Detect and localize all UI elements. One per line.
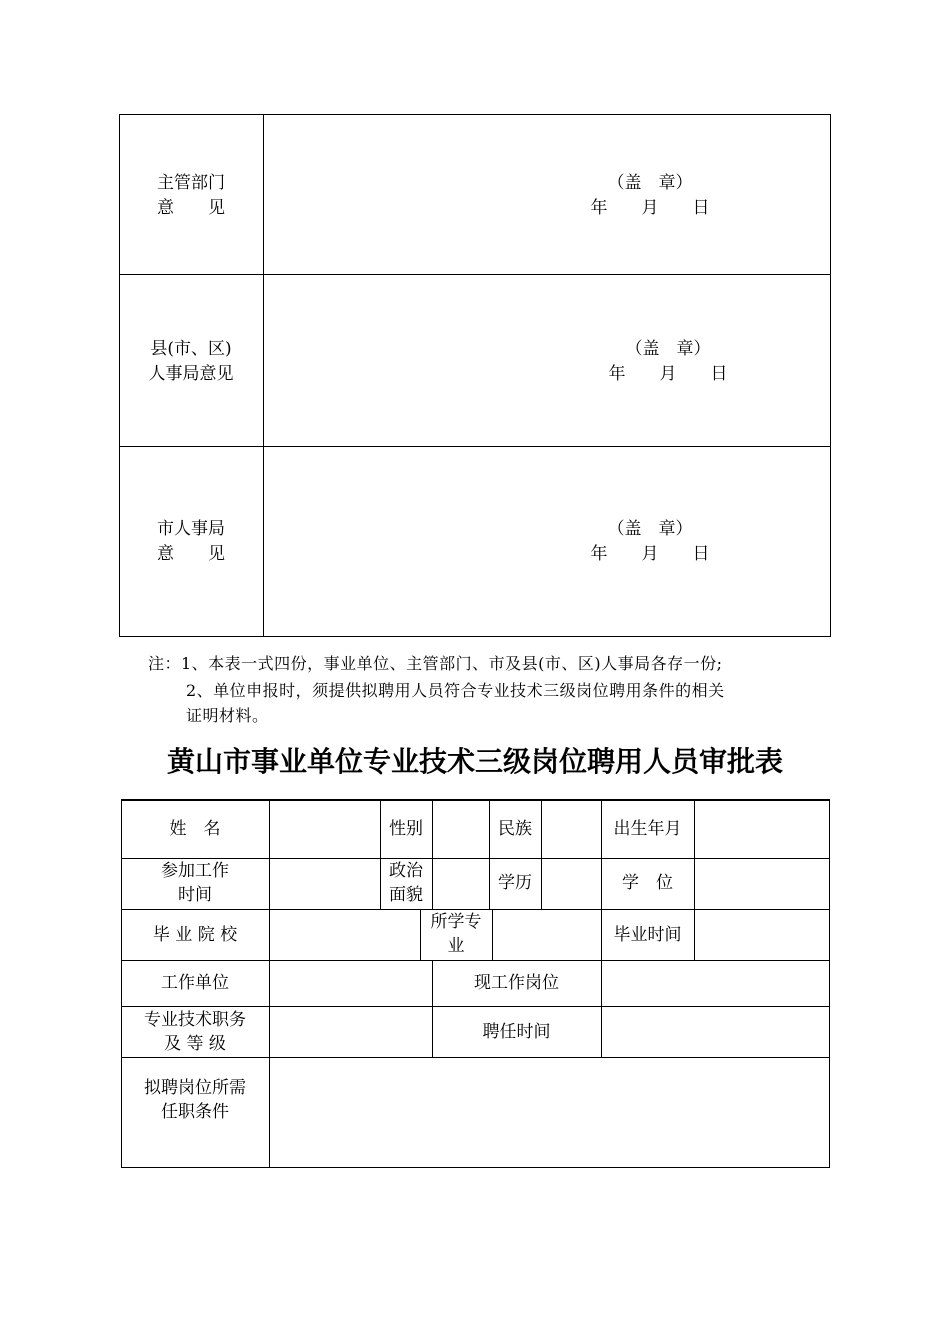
form-col-divider bbox=[694, 799, 695, 960]
approval-row-label: 意 见 bbox=[157, 198, 225, 218]
approval-row-divider bbox=[119, 274, 831, 275]
label-post-requirements: 任职条件 bbox=[161, 1102, 229, 1122]
date-text: 年 月 日 bbox=[590, 198, 710, 218]
approval-table-divider bbox=[263, 114, 264, 637]
label-education: 学历 bbox=[498, 873, 532, 893]
label-major: 所学专 bbox=[430, 912, 482, 932]
form-title: 黄山市事业单位专业技术三级岗位聘用人员审批表 bbox=[166, 745, 783, 778]
note-line: 证明材料。 bbox=[186, 706, 269, 725]
form-col-divider bbox=[269, 799, 270, 1168]
label-hire-time: 聘任时间 bbox=[482, 1022, 551, 1042]
label-graduated-school: 毕 业 院 校 bbox=[152, 925, 238, 945]
date-text: 年 月 日 bbox=[590, 544, 710, 564]
form-col-divider bbox=[541, 799, 542, 909]
form-row-divider bbox=[121, 960, 830, 961]
label-current-post: 现工作岗位 bbox=[474, 973, 559, 993]
label-employer: 工作单位 bbox=[161, 973, 229, 993]
label-political-status: 政治 bbox=[389, 861, 423, 881]
label-gender: 性别 bbox=[389, 819, 423, 839]
seal-text: （盖 章） bbox=[607, 519, 693, 539]
approval-row-divider bbox=[119, 446, 831, 447]
form-col-divider bbox=[601, 960, 602, 1057]
date-text: 年 月 日 bbox=[608, 364, 728, 384]
approval-row-label: 市人事局 bbox=[157, 519, 225, 539]
seal-text: （盖 章） bbox=[625, 339, 711, 359]
approval-row-label: 县(市、区) bbox=[150, 339, 232, 359]
form-row-divider bbox=[121, 1057, 830, 1058]
label-major: 业 bbox=[447, 936, 465, 956]
approval-row-label: 人事局意见 bbox=[148, 364, 234, 384]
label-name: 姓 名 bbox=[169, 819, 221, 839]
label-title-rank: 及 等 级 bbox=[164, 1034, 226, 1054]
seal-text: （盖 章） bbox=[607, 173, 693, 193]
form-col-divider bbox=[492, 909, 493, 960]
label-work-start-time: 时间 bbox=[178, 885, 212, 905]
label-political-status: 面貌 bbox=[389, 885, 423, 905]
label-title-rank: 专业技术职务 bbox=[144, 1010, 246, 1030]
note-line: 注：1、本表一式四份，事业单位、主管部门、市及县(市、区)人事局各存一份; bbox=[148, 654, 723, 673]
approval-row-label: 意 见 bbox=[157, 544, 225, 564]
approval-row-label: 主管部门 bbox=[157, 173, 225, 193]
label-work-start-time: 参加工作 bbox=[161, 861, 229, 881]
form-col-divider bbox=[432, 799, 433, 909]
label-birth-date: 出生年月 bbox=[613, 819, 682, 839]
label-post-requirements: 拟聘岗位所需 bbox=[144, 1078, 246, 1098]
label-ethnicity: 民族 bbox=[498, 819, 532, 839]
label-graduation-time: 毕业时间 bbox=[613, 925, 682, 945]
form-row-divider bbox=[121, 1006, 830, 1007]
note-line: 2、单位申报时，须提供拟聘用人员符合专业技术三级岗位聘用条件的相关 bbox=[186, 681, 725, 700]
label-degree: 学 位 bbox=[622, 873, 673, 893]
